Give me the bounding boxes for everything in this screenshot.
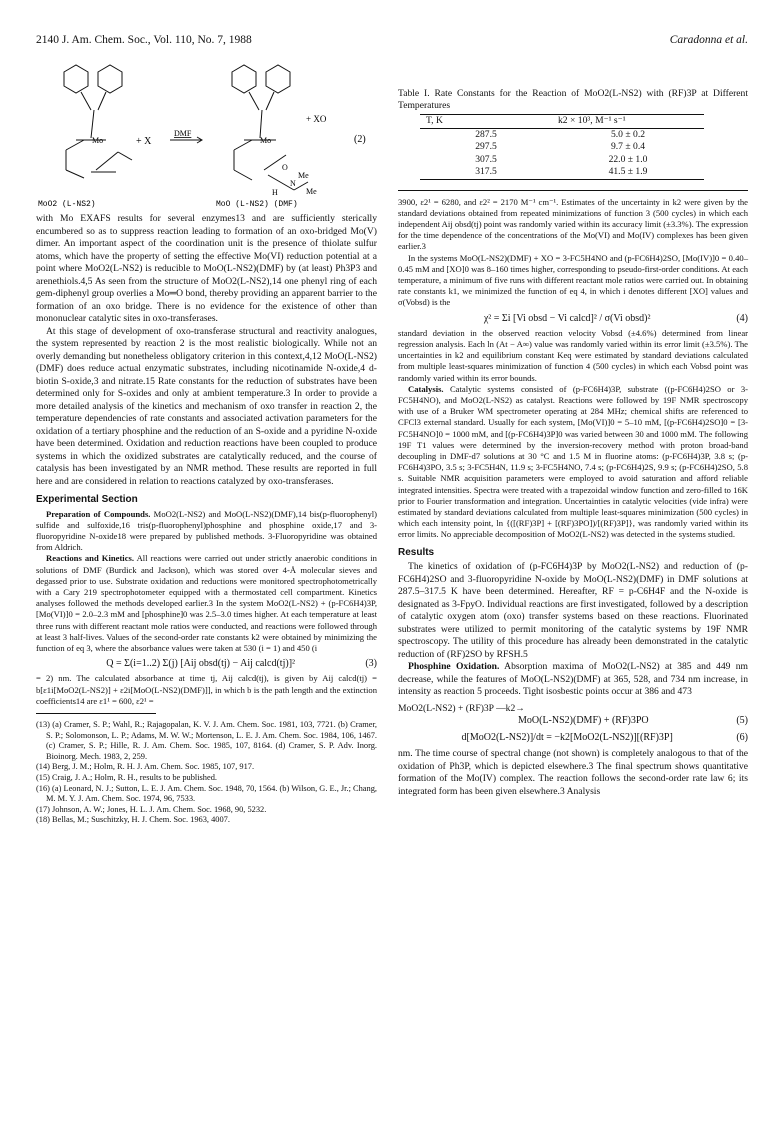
equation-4-number: (4) <box>736 312 748 324</box>
equation-5-right: MoO(L-NS2)(DMF) + (RF)3PO <box>518 715 649 727</box>
catalysis-text: Catalytic systems consisted of (p-FC6H4)3P, substrate ((p-FC6H4)2SO or 3-FC5H4NO), and MoO2(L-NS2) as catalyst. Reactions were followed by 19F NMR spectroscopy with use of a Bruker WM spectrometer operating at 284 MHz; chemical shifts are referenced to CFCl3 external standard. Usually for each system, [Mo(VI)]0 = 5–10 mM, [(p-FC6H4)2SO]0 = [3-FC5H4NO]0 = 1000 mM, and [(p-FC6H4)3P]0 was varied between 30 and 1000 mM. The following 19F T1 values were determined by the inversion-recovery method with proton broad-band decoupling in DMF-d7 solutions at 30 °C and 1.5 M in fluorine atoms: (p-FC6H4)3P, 3.8 s; (p-FC6H4)3PO, 3.5 s; 3-FC5H4N, 11.9 s; 3-FC5H4NO, 7.4 s; (p-FC6H4)2S, 9.9 s; (p-FC6H4)2SO, 5.8 s. Suitable NMR acquisition parameters were employed to avoid saturation and afford reliable integrated intensities. Spectra were treated with a trapezoidal window function and zero-filled to 16K prior to Fourier transformation and integration. Uncertainties in catalytic velocities (vide infra) were estimated by standard deviations calculated from multiple least-squares minimization (500 cycles) in which each intensity point, ln {([(RF)3P] + [(RF)3PO])/[(RF)3P]}, was randomly varied within its error limits. No appreciable decomposition of MoO2(L-NS2) was detected in the systems studied. <box>398 383 748 540</box>
n-atom-label: N <box>290 179 296 188</box>
table-row <box>420 141 704 154</box>
results-paragraph-end: nm. The time course of spectral change (not shown) is completely analogous to that of the oxidation of Ph3P, which is depicted elsewhere.3 The final spectrum shows quantitative formation of the Mo(IV) complex. The reaction follows the second-order rate law 6; its integrated form has been given elsewhere.3 Analysis <box>398 748 748 797</box>
scheme-number: (2) <box>354 134 366 145</box>
equation-5-left: MoO2(L-NS2) + (RF)3P —k2→ <box>398 702 525 714</box>
prep-text: MoO2(L-NS2) and MoO(L-NS2)(DMF),14 bis(p-fluorophenyl) sulfide and sulfoxide,16 tris(p-fluorophenyl)phosphine and phosphine oxide,17 and 3-fluoropyridine N-oxide18 were prepared by published methods. 3-Fluoropyridine was obtained from Aldrich. <box>36 508 377 553</box>
kinetics-heading: Reactions and Kinetics. <box>46 553 134 564</box>
equation-4 <box>398 313 748 324</box>
kinetics-text: All reactions were carried out under strictly anaerobic conditions in solutions of DMF (Burdick and Jackson), which was stored over 4-Å molecular sieves and degassed prior to use. Substrate oxidation and reductions were monitored spectrophotometrically with a Cary 219 spectrophotometer equipped with a thermostated cell compartment. Kinetics analyses followed the methods developed earlier.3 In the system MoO2(L-NS2) + (p-FC6H4)3P, [Mo(VI)]0 = 2.0–2.3 mM and [phosphine]0 was 2.5–3.0 times higher. At each temperature at least three runs with different reactant mole ratios were conducted, and reactions were followed through at least 3 half-lives. Values of the second-order rate constants k2 were obtained by minimizing the function of eq 3, where the absorbance values were taken at 530 (i = 1) and 450 (i <box>36 553 377 653</box>
table-bottom-rule <box>398 190 748 191</box>
right-compound-label: MoO (L-NS2) (DMF) <box>216 200 298 209</box>
reference-13: (13) (a) Cramer, S. P.; Wahl, R.; Rajagopalan, K. V. J. Am. Chem. Soc. 1981, 103, 7721. (b) Cramer, S. P.; Solomonson, L. P.; Adams, M. W. W.; Mortenson, L. E. J. Am. Chem. Soc. 1984, 106, 1467. (c) Cramer, S. P.; Hille, R. J. Am. Chem. Soc. 1985, 107, 8164. (d) Cramer, S. P. Adv. Inorg. Bioinorg. Mech. 1983, 2, 259. <box>36 719 377 761</box>
results-heading: Results <box>398 546 435 558</box>
table-row <box>420 154 704 167</box>
equation-6-body: d[MoO2(L-NS2)]/dt = −k2[MoO2(L-NS2)][(RF)3P] <box>461 731 673 743</box>
intro-paragraph-1: with Mo EXAFS results for several enzymes13 and are sufficiently sterically encumbered so as to suppress reaction leading to formation of an oxo-bridged Mo(V) dimer. An important aspect of the coordination unit is the presence of thiolate sulfur atoms, which have the property of setting the effective Mo(VI) reduction potential at a point where MoO2(L-NS2) is reducible to MoO(L-NS2)(DMF) by (at least) Ph3P3 and arenethiols.4,5 As seen from the structure of MoO2(L-NS2),14 one phenyl ring of each gem-diphenyl group overlies a Mo═O bond, thereby providing an apparent barrier to the formation of an oxo bridge. There is no evidence for the existence of other than mononuclear catalytic sites in oxo-transferases. <box>36 213 377 324</box>
plus-x-label: + X <box>136 136 152 147</box>
authors: Caradonna et al. <box>669 34 748 46</box>
running-header <box>36 34 748 50</box>
journal-citation: 2140 J. Am. Chem. Soc., Vol. 110, No. 7, 1988 <box>36 34 252 46</box>
methods-paragraph-2: In the systems MoO(L-NS2)(DMF) + XO = 3-FC5H4NO and (p-FC6H4)2SO, [Mo(IV)]0 = 0.40–0.45 mM and [XO]0 was 8–160 times higher, corresponding to pseudo-first-order conditions. At each temperature, a minimum of five runs with different reactant mole ratios were carried out. In obtaining rate constants k1, we minimized the function of eq 4, in which i denotes different [XO] values and σ(Vobsd) is the <box>398 252 748 308</box>
h-atom-label: H <box>272 188 278 197</box>
methyl-label-1: Me <box>298 171 309 180</box>
equation-4-body: χ² = Σi [Vi obsd − Vi calcd]² / σ(Vi obsd)² <box>483 312 651 324</box>
after-eq3-text: = 2) nm. The calculated absorbance at time tj, Aij calcd(tj), is given by Aij calcd(tj) = b[ε1i[MoO2(L-NS2)] + ε2i[MoO(L-NS2)(DMF)]], in which b is the path length and the extinction coefficients14 are ε1¹ = 600, ε2¹ = <box>36 673 377 706</box>
table-header-temp: T, K <box>420 115 552 129</box>
scheme-drawing <box>36 60 377 210</box>
experimental-heading: Experimental Section <box>36 494 138 505</box>
plus-xo-label: + XO <box>306 114 327 124</box>
table-cell: 5.0 ± 0.2 <box>610 128 646 140</box>
reference-16: (16) (a) Leonard, N. J.; Sutton, L. E. J. Am. Chem. Soc. 1948, 70, 1564. (b) Wilson, G. E., Jr.; Chang, M. M. Y. J. Am. Chem. Soc. 1974, 96, 7533. <box>36 783 377 804</box>
table-cell: 317.5 <box>475 166 497 177</box>
methods-paragraph-3: standard deviation in the observed reaction velocity Vobsd (±4.6%) determined from linear regression analysis. Each ln (At − A∞) value was randomly varied within its error limit (±3.5%). The uncertainties in k2 and equilibrium constant Keq were estimated by standard deviations calculated from multiple least-squares minimization of function 4 (500 cycles) in which each Vobsd point was randomly varied within its error bounds. <box>398 327 748 383</box>
table-cell: 287.5 <box>475 128 497 140</box>
methyl-label-2: Me <box>306 187 317 196</box>
table-cell: 307.5 <box>475 153 497 165</box>
equation-3-body: Q = Σ(i=1..2) Σ(j) [Aij obsd(tj) − Aij calcd(tj)]² <box>106 658 296 670</box>
reference-15: (15) Craig, J. A.; Holm, R. H., results to be published. <box>36 772 217 782</box>
results-paragraph-1: The kinetics of oxidation of (p-FC6H4)3P by MoO2(L-NS2) and reduction of (p-FC6H4)2SO and 3-fluoropyridine N-oxide by MoO(L-NS2)(DMF) in DMF solutions at 287.5–317.5 K have been determined. Hereafter, RF = p-C6H4F and the N-oxide is designated as 3-FpyO. Individual reactions are first investigated, followed by a description of catalytic oxygen atom (oxo) transfer systems based on these reactions. Fluorinated substrates were utilized to permit monitoring of the catalytic systems by 19F NMR spectroscopy. The utility of this procedure has already been demonstrated in the catalytic reduction of (RF)2SO by RFSH.5 <box>398 561 748 660</box>
left-column <box>36 213 377 826</box>
rate-constants-table <box>420 114 704 180</box>
table-cell: 297.5 <box>475 141 497 152</box>
arrow-label: DMF <box>174 129 192 138</box>
prep-heading: Preparation of Compounds. <box>46 508 151 519</box>
catalysis-heading: Catalysis. <box>408 383 444 394</box>
equation-6-number: (6) <box>736 731 748 743</box>
reference-14: (14) Berg, J. M.; Holm, R. H. J. Am. Chem. Soc. 1985, 107, 917. <box>36 762 255 772</box>
table-cell: 41.5 ± 1.9 <box>608 166 648 177</box>
table-row <box>420 166 704 179</box>
table-caption: Table I. Rate Constants for the Reaction of MoO2(L-NS2) with (RF)3P at Different Temperatures <box>398 88 748 111</box>
equation-5 <box>398 703 748 728</box>
reaction-scheme <box>36 60 377 210</box>
footnote-rule <box>36 713 156 714</box>
table-header-k2: k2 × 10³, M⁻¹ s⁻¹ <box>552 115 704 129</box>
table-cell: 9.7 ± 0.4 <box>610 141 646 152</box>
o-atom-label: O <box>282 163 288 172</box>
phosphine-oxidation-text: Absorption maxima of MoO2(L-NS2) at 385 and 449 nm decrease, while the features of MoO(L-NS2)(DMF) at 365, 528, and 734 nm increase, in intensity as reaction 5 proceeds. Tight isosbestic points occur at 386 and 473 <box>398 661 748 698</box>
mo-atom-left: Mo <box>92 136 104 145</box>
equation-3-number: (3) <box>365 658 377 670</box>
intro-paragraph-2: At this stage of development of oxo-transferase structural and reactivity analogues, the system represented by reaction 2 is the most realistic biologically. While not an overly demanding but nonetheless obligatory criterion in this context,4,12 MoO(L-NS2)(DMF) does reduce actual enzymatic substrates, including nicotinamide N-oxide,4 d-biotin S-oxide,3 and nitrate.15 Rate constants for the reduction of substrates have been determined only for S-oxides and only at ambient temperature.3 In order to provide a more detailed analysis of the kinetics and mechanism of oxo transfer in reaction 2, the temperature dependencies of rate constants and associated activation parameters for the oxidation of a tertiary phosphine and the reduction of an S-oxide and a pyridine N-oxide have been determined. Oxidation and reduction reactions have been coupled to produce systems in which the oxidized substrates are catalytically reduced, and the course of catalysis has been investigated by an NMR method. These results are reported in full here and are considered in relation to reactions catalyzed by oxo-transferases. <box>36 325 377 487</box>
reference-17: (17) Johnson, A. W.; Jones, H. L. J. Am. Chem. Soc. 1968, 90, 5232. <box>36 804 267 814</box>
mo-atom-right: Mo <box>260 136 272 145</box>
methods-paragraph-1: 3900, ε2¹ = 6280, and ε2² = 2170 M⁻¹ cm⁻¹. Estimates of the uncertainty in k2 were given by the standard deviations obtained from repeated minimizations of function 3 (500 cycles) in which each independent Aij obsd(tj) point was randomly varied within its accuracy limit (±3.3%). The expression for the time dependence of the concentrations of the Mo(VI) and Mo(IV) complexes has been given earlier.3 <box>398 196 748 252</box>
equation-3 <box>36 658 377 669</box>
right-column <box>398 88 748 798</box>
reference-18: (18) Bellas, M.; Suschitzky, H. J. Chem. Soc. 1963, 4007. <box>36 815 230 825</box>
table-row <box>420 128 704 141</box>
references <box>36 720 377 826</box>
phosphine-oxidation-heading: Phosphine Oxidation. <box>408 661 500 673</box>
left-compound-label: MoO2 (L-NS2) <box>38 200 96 209</box>
table-cell: 22.0 ± 1.0 <box>608 153 648 165</box>
equation-5-number: (5) <box>736 715 748 727</box>
equation-6 <box>398 732 748 745</box>
